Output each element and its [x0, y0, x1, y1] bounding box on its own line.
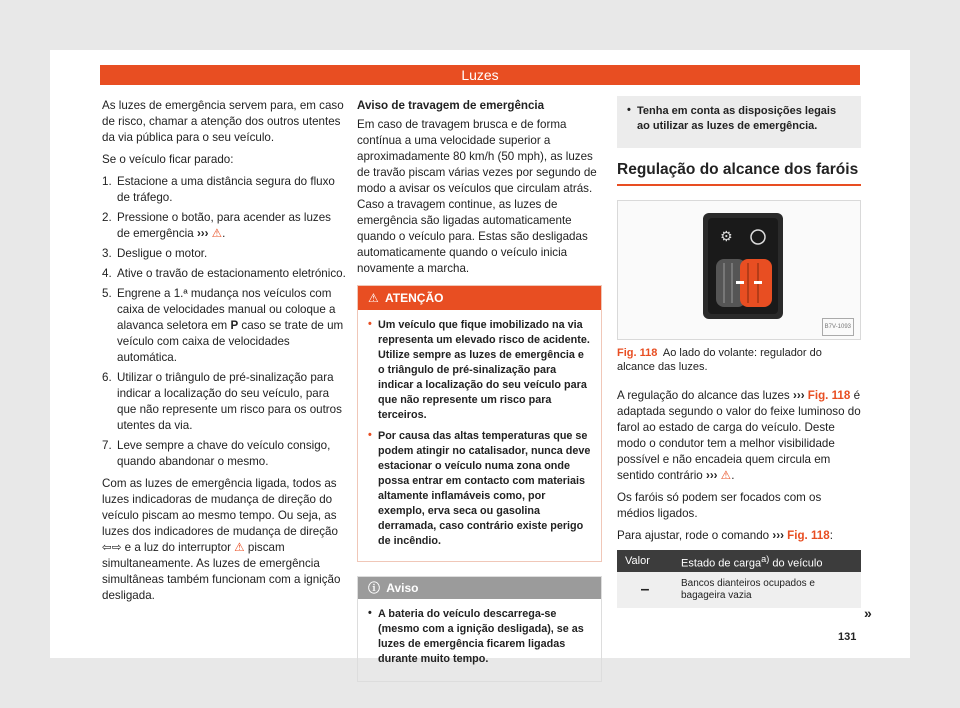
warning-box [357, 285, 602, 562]
warning-triangle-icon: ⚠ [211, 227, 223, 240]
hazard-switch-icon: ⚠ [234, 541, 245, 554]
list-item: 5. Engrene a 1.ª mudança nos veículos com caixa de velocidades manual ou coloque a alavanca seletora em P caso se trate de um veículo com caixa de velocidades automática. [102, 287, 344, 364]
note-box [357, 576, 602, 682]
list-item: 4. Ative o travão de estacionamento eletrónico. [102, 267, 346, 280]
list-item: 6. Utilizar o triângulo de pré-sinalização para indicar a localização do seu veículo, para que não represente um risco para os outros utentes da via. [102, 371, 342, 432]
table-row: – Bancos dianteiros ocupados e bagageira vazia [617, 572, 861, 608]
section-header: Luzes [100, 65, 860, 85]
warning-triangle-icon: ⚠ [368, 291, 379, 305]
stopped-label: Se o veículo ficar parado: [102, 153, 234, 166]
figure-link[interactable]: Fig. 118 [807, 389, 851, 402]
figure-code: B7V-1093 [822, 318, 854, 336]
column-left [102, 98, 346, 610]
list-item: 2. Pressione o botão, para acender as luzes de emergência ››› ⚠. [102, 211, 331, 240]
list-item: 7. Leve sempre a chave do veículo consigo, quando abandonar o mesmo. [102, 439, 331, 468]
dipped-paragraph: Os faróis só podem ser focados com os médios ligados. [617, 491, 822, 520]
figure-caption: Fig. 118 Ao lado do volante: regulador do alcance das luzes. [617, 347, 822, 373]
emergency-brake-paragraph: Em caso de travagem brusca e de forma contínua a uma velocidade superior a aproximadamente 80 km/h (50 mph), as luzes de travão piscam várias vezes por segundo de modo a avisar os veículos que circulam atrás. Caso a travagem continue, as luzes de emergência são ligadas automaticamente quando o veículo para. Estas são desligadas automaticamente quando o veículo inicia novamente a marcha. [357, 118, 597, 275]
legal-note-box [617, 96, 861, 148]
table-header-state: Estado de carga$^{a)}$ do veículo [673, 550, 861, 572]
adjust-paragraph: Para ajustar, rode o comando ››› Fig. 118: [617, 529, 833, 542]
emergency-brake-heading: Aviso de travagem de emergência [357, 99, 545, 112]
steps-list [102, 174, 346, 470]
intro-paragraph: As luzes de emergência servem para, em caso de risco, chamar a atenção dos outros utentes da via pública para o seu veículo. [102, 99, 344, 144]
headlight-range-icon: ⚙ [720, 229, 733, 245]
figure-118 [617, 200, 861, 340]
outro-paragraph: Com as luzes de emergência ligada, todos as luzes indicadoras de mudança de direção do veículo piscam ao mesmo tempo. Ou seja, as luzes dos indicadores de mudança de direção ⇦⇨ e a luz do interruptor ⚠ piscam simultaneamente. As luzes de emergência simultâneas também funcionam com a ignição desligada. [102, 477, 341, 602]
warning-triangle-icon: ⚠ [720, 469, 732, 482]
list-item: • Tenha em conta as disposições legais ao utilizar as luzes de emergência. [627, 104, 837, 132]
table-header-value: Valor [617, 550, 673, 572]
figure-link[interactable]: Fig. 118 [787, 529, 830, 542]
continue-mark: » [864, 605, 872, 621]
list-item: 3. Desligue o motor. [102, 247, 208, 260]
headlight-regulator-image [618, 201, 860, 337]
regulation-paragraph: A regulação do alcance das luzes ››› Fig. 118 é adaptada segundo o valor do feixe luminoso do farol ao estado de carga do veículo. Deste modo o condutor tem a melhor visibilidade possível e não encadeia quem circula em sentido contrário ››› ⚠. [617, 389, 861, 482]
list-item: • Por causa das altas temperaturas que se podem atingir no catalisador, nunca deve estacionar o veículo numa zona onde possa entrar em contacto com materiais altamente inflamáveis como, por exemplo, erva seca ou gasolina derramada, caso contrário existe perigo de incêndio. [368, 429, 591, 547]
list-item: • Um veículo que fique imobilizado na via representa um elevado risco de acidente. Utilize sempre as luzes de emergência e o triângulo de pré-sinalização para indicar a localização do seu veículo para que não represente um risco para terceiros. [368, 318, 590, 421]
chevron-ref-icon: ››› [772, 529, 784, 542]
info-icon: ⓘ [368, 581, 381, 595]
column-middle [357, 98, 602, 682]
turn-signal-arrows-icon: ⇦⇨ [102, 541, 122, 554]
note-header: ⓘ Aviso [358, 577, 601, 599]
column-right [617, 98, 861, 608]
list-item: 1. Estacione a uma distância segura do fluxo de tráfego. [102, 175, 335, 204]
chevron-ref-icon: ››› [792, 389, 805, 402]
list-item: • A bateria do veículo descarrega-se (mesmo com a ignição desligada), se as luzes de emergência ficarem ligadas durante muito tempo. [368, 607, 584, 665]
section-heading: Regulação do alcance dos faróis [617, 162, 861, 186]
chevron-ref-icon: ››› [705, 469, 718, 482]
page-number: 131 [838, 631, 857, 643]
warning-header: ⚠ ATENÇÃO [358, 286, 601, 310]
chevron-ref-icon: ››› [196, 227, 209, 240]
load-state-table [617, 550, 861, 608]
